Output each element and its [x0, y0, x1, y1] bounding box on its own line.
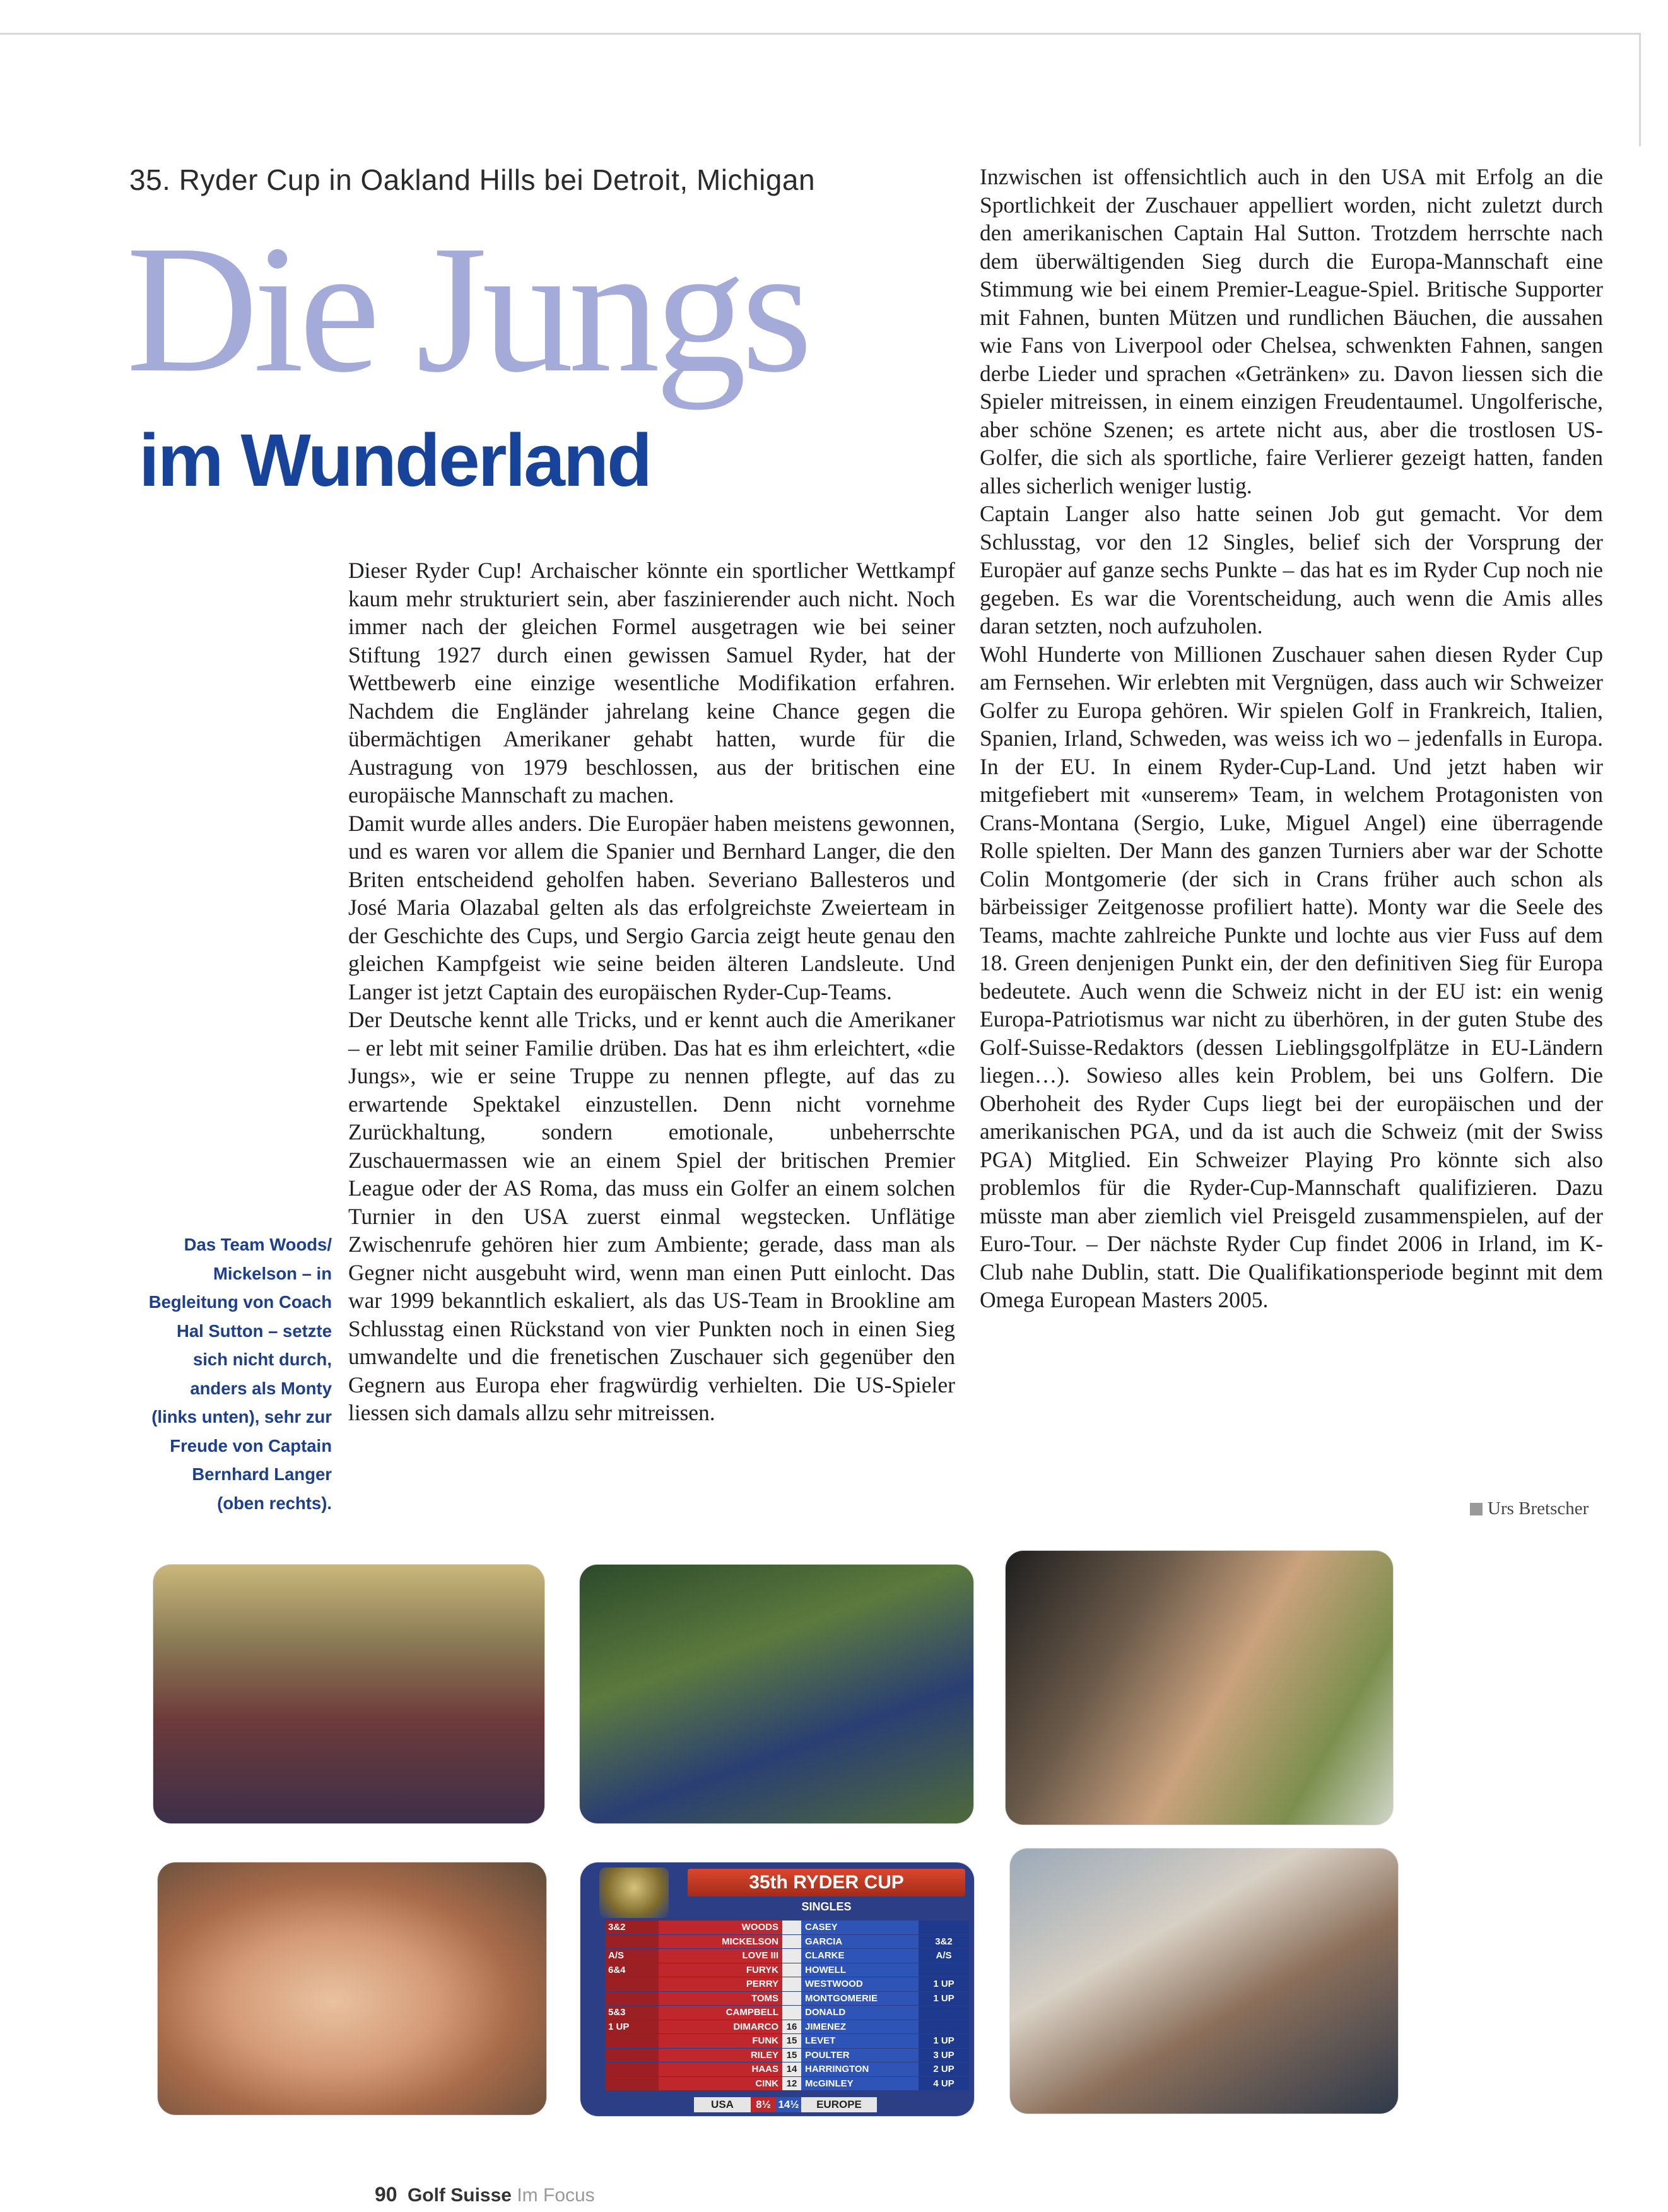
scoreboard-us-player: TOMS — [659, 1992, 782, 2006]
scoreboard-row — [606, 1963, 972, 1977]
scoreboard-us-player: MICKELSON — [659, 1935, 782, 1949]
page-edge — [0, 33, 1640, 35]
scoreboard-hole — [782, 1992, 801, 2006]
scoreboard-us-score — [606, 1977, 659, 1991]
scoreboard-hole: 16 — [782, 2020, 801, 2034]
paragraph: Captain Langer also hatte seinen Job gut gemacht. Vor dem Schlusstag, vor den 12 Singles, belief sich der Vorsprung der Europäer auf ganze sechs Punkte – das hat es im Ryder Cup noch nie gegeben. Es war die Vorentscheidung, auch wenn die Amis alles daran setzten, noch aufzuholen. — [980, 501, 1603, 638]
scoreboard-us-score — [606, 1935, 659, 1949]
scoreboard-eu-score: 3 UP — [919, 2049, 969, 2062]
scoreboard-title: 35th RYDER CUP — [688, 1869, 965, 1897]
body-column-left — [348, 556, 955, 1427]
scoreboard-us-player: WOODS — [659, 1921, 782, 1934]
scoreboard-row — [606, 1921, 972, 1934]
scoreboard-us-score — [606, 1992, 659, 2006]
scoreboard-eu-player: POULTER — [801, 2049, 919, 2062]
scoreboard-row — [606, 2049, 972, 2062]
scoreboard-eu-player: CASEY — [801, 1921, 919, 1934]
scoreboard-total — [694, 2097, 902, 2112]
scoreboard-us-player: RILEY — [659, 2049, 782, 2062]
scoreboard-us-score: 3&2 — [606, 1921, 659, 1934]
photo-scoreboard — [580, 1862, 974, 2116]
scoreboard-eu-player: MONTGOMERIE — [801, 1992, 919, 2006]
scoreboard-eu-player: JIMENEZ — [801, 2020, 919, 2034]
scoreboard-us-score: 1 UP — [606, 2020, 659, 2034]
scoreboard-us-player: FURYK — [659, 1963, 782, 1977]
ryder-cup-trophy-icon — [599, 1868, 669, 1918]
scoreboard-hole — [782, 1949, 801, 1963]
total-eu-points: 14½ — [776, 2097, 801, 2112]
scoreboard-row — [606, 2062, 972, 2076]
page-number: 90 — [375, 2183, 397, 2206]
scoreboard-eu-score: 1 UP — [919, 1992, 969, 2006]
scoreboard-eu-player: McGINLEY — [801, 2077, 919, 2091]
scoreboard-us-score — [606, 2077, 659, 2091]
scoreboard-us-player: FUNK — [659, 2034, 782, 2048]
scoreboard-eu-player: HOWELL — [801, 1963, 919, 1977]
scoreboard-us-score — [606, 2049, 659, 2062]
scoreboard-hole: 12 — [782, 2077, 801, 2091]
scoreboard-subtitle: SINGLES — [801, 1900, 852, 1913]
scoreboard-eu-score: 1 UP — [919, 1977, 969, 1991]
scoreboard-eu-player: HARRINGTON — [801, 2062, 919, 2076]
scoreboard-eu-score — [919, 2006, 969, 2020]
scoreboard-eu-player: GARCIA — [801, 1935, 919, 1949]
scoreboard-eu-score: 4 UP — [919, 2077, 969, 2091]
paragraph: Der Deutsche kennt alle Tricks, und er kennt auch die Amerikaner – er lebt mit seiner Familie drüben. Das hat es ihm erleichtert, «die Jungs», wie er seine Truppe zu nennen pflegte, auf das zu erwartende Spektakel einzustellen. Denn nicht vornehme Zurückhaltung, sondern emotionale, unbeherrschte Zuschauermassen wie an einem Spiel der britischen Premier League oder der AS Roma, das muss ein Golfer an einem solchen Turnier in den USA zuerst einmal wegstecken. Unflätige Zwischenrufe gehören hier zum Ambiente; gerade, dass man als Gegner nicht ausgebuht wird, wenn man einen Putt einlocht. Das war 1999 bekanntlich eskaliert, als das US-Team in Brookline am Schlusstag einen Rückstand von vier Punkten noch in einen Sieg umwandelte und die frenetischen Zuschauer sich gegenüber den Gegnern aus Europa eher fragwürdig verhielten. Die US-Spieler liessen sich damals allzu sehr mitreissen. — [348, 1007, 955, 1425]
total-us-points: 8½ — [751, 2097, 776, 2112]
scoreboard-eu-player: LEVET — [801, 2034, 919, 2048]
scoreboard-us-score: 5&3 — [606, 2006, 659, 2020]
scoreboard-hole — [782, 1921, 801, 1934]
scoreboard-hole — [782, 2006, 801, 2020]
scoreboard-us-player: LOVE III — [659, 1949, 782, 1963]
scoreboard-row — [606, 1992, 972, 2006]
scoreboard-hole: 15 — [782, 2034, 801, 2048]
headline-sub: im Wunderland — [139, 419, 651, 502]
magazine-name: Golf Suisse — [407, 2185, 512, 2206]
scoreboard-us-player: CAMPBELL — [659, 2006, 782, 2020]
page-edge-right — [1639, 33, 1641, 146]
scoreboard-us-score — [606, 2034, 659, 2048]
page-footer — [375, 2183, 753, 2206]
author-name: Urs Bretscher — [1488, 1498, 1589, 1519]
scoreboard-us-player: CINK — [659, 2077, 782, 2091]
scoreboard-eu-player: DONALD — [801, 2006, 919, 2020]
scoreboard-us-player: DIMARCO — [659, 2020, 782, 2034]
body-column-right — [980, 163, 1603, 1314]
square-bullet-icon — [1470, 1503, 1483, 1515]
scoreboard-hole: 15 — [782, 2049, 801, 2062]
scoreboard-row — [606, 2077, 972, 2091]
scoreboard-row — [606, 2034, 972, 2048]
scoreboard-eu-score: A/S — [919, 1949, 969, 1963]
scoreboard-row — [606, 1949, 972, 1963]
scoreboard-rows — [606, 1921, 972, 2091]
scoreboard-hole — [782, 1977, 801, 1991]
scoreboard-us-score — [606, 2062, 659, 2076]
scoreboard-hole — [782, 1963, 801, 1977]
scoreboard-row — [606, 1977, 972, 1991]
author-byline — [1470, 1498, 1609, 1519]
scoreboard-row — [606, 2006, 972, 2020]
scoreboard-us-player: HAAS — [659, 2062, 782, 2076]
total-us-label: USA — [694, 2097, 751, 2112]
scoreboard-eu-score — [919, 1921, 969, 1934]
photo-woods-mickelson — [580, 1565, 973, 1823]
photo-european-players — [1010, 1849, 1398, 2114]
photo-montgomerie — [158, 1862, 546, 2115]
scoreboard-eu-score: 2 UP — [919, 2062, 969, 2076]
photo-fans-celebrating — [153, 1565, 544, 1823]
photo-langer — [1006, 1551, 1393, 1825]
paragraph: Wohl Hunderte von Millionen Zuschauer sahen diesen Ryder Cup am Fernsehen. Wir erlebten mit Vergnügen, dass auch wir Schweizer Golfer zu Europa gehören. Wir spielen Golf in Frankreich, Italien, Spanien, Irland, Schweden, was weiss ich wo – jedenfalls in Europa. In der EU. In einem Ryder-Cup-Land. Und jetzt haben wir mitgefiebert mit «unserem» Team, in welchem Protagonisten von Crans-Montana (Sergio, Luke, Miguel Angel) eine überragende Rolle spielten. Der Mann des ganzen Turniers aber war der Schotte Colin Montgomerie (der sich in Crans früher auch schon als bärbeissiger Zeitgenosse profiliert hatte). Monty war die Seele des Teams, machte zahlreiche Punkte und lochte aus vier Fuss auf dem 18. Green denjenigen Punkt ein, der den definitiven Sieg für Europa bedeutete. Auch wenn die Schweiz nicht in der EU ist: ein wenig Europa-Patriotismus war nicht zu überhören, in der guten Stube des Golf-Suisse-Redaktors (dessen Lieblingsgolfplätze in EU-Ländern liegen…). Sowieso alles kein Problem, bei uns Golfern. Die Oberhoheit des Ryder Cups liegt bei der europäischen und der amerikanischen PGA, und da ist auch die Schweiz (mit der Swiss PGA) Mitglied. Ein Schweizer Playing Pro könnte sich also problemlos für die Ryder-Cup-Mannschaft qualifizieren. Dazu müsste man aber ziemlich viel Preisgeld zusammenspielen, auf der Euro-Tour. – Der nächste Ryder Cup findet 2006 in Irland, im K-Club nahe Dublin, statt. Die Qualifikationsperiode beginnt mit dem Omega European Masters 2005. — [980, 641, 1603, 1312]
scoreboard-eu-player: WESTWOOD — [801, 1977, 919, 1991]
kicker: 35. Ryder Cup in Oakland Hills bei Detroit, Michigan — [129, 163, 816, 196]
scoreboard-row — [606, 1935, 972, 1949]
headline: Die Jungs — [126, 208, 808, 410]
paragraph: Dieser Ryder Cup! Archaischer könnte ein sportlicher Wettkampf kaum mehr strukturiert sein, aber faszinierender auch nicht. Noch immer nach der gleichen Formel ausgetragen wie bei seiner Stiftung 1927 durch einen gewissen Samuel Ryder, hat der Wettbewerb eine einzige wesentliche Modifikation erfahren. Nachdem die Engländer jahrelang keine Chance gegen die übermächtigen Amerikaner gehabt hatten, wurde für die Austragung von 1979 beschlossen, aus der britischen eine europäische Mannschaft zu machen. — [348, 558, 955, 808]
scoreboard-us-player: PERRY — [659, 1977, 782, 1991]
photo-caption: Das Team Woods/ Mickelson – in Begleitung von Coach Hal Sutton – setzte sich nicht durch, anders als Monty (links unten), sehr zur Freude von Captain Bernhard Langer (oben rechts). — [148, 1235, 332, 1513]
paragraph: Damit wurde alles anders. Die Europäer haben meistens gewonnen, und es waren vor allem die Spanier und Bernhard Langer, die den Briten entscheidend geholfen haben. Severiano Ballesteros und José Maria Olazabal gelten als das erfolgreichste Zweierteam in der Geschichte des Cups, und Sergio Garcia zeigt heute genau den gleichen Kampfgeist wie seine beiden älteren Landsleute. Und Langer ist jetzt Captain des europäischen Ryder-Cup-Teams. — [348, 810, 955, 1004]
scoreboard-us-score: A/S — [606, 1949, 659, 1963]
scoreboard-eu-score — [919, 1963, 969, 1977]
scoreboard-eu-player: CLARKE — [801, 1949, 919, 1963]
scoreboard-us-score: 6&4 — [606, 1963, 659, 1977]
paragraph: Inzwischen ist offensichtlich auch in den USA mit Erfolg an die Sportlichkeit der Zuschauer appelliert worden, nicht zuletzt durch den amerikanischen Captain Hal Sutton. Trotzdem herrschte nach dem überwältigenden Sieg durch die Europa-Mannschaft eine Stimmung wie bei einem Premier-League-Spiel. Britische Supporter mit Fahnen, bunten Mützen und rundlichen Bäuchen, die aussahen wie Fans von Liverpool oder Chelsea, schwenkten Fahnen, sangen derbe Lieder und sprachen «Getränken» zu. Davon liessen sich die Spieler mitreissen, in einem einzigen Freudentaumel. Ungolferische, aber schöne Szenen; es artete nicht aus, aber die trostlosen US-Golfer, die sich als sportliche, faire Verlierer gezeigt hatten, fanden alles sicherlich weniger lustig. — [980, 164, 1603, 498]
total-eu-label: EUROPE — [801, 2097, 877, 2112]
scoreboard-hole: 14 — [782, 2062, 801, 2076]
scoreboard-row — [606, 2020, 972, 2034]
scoreboard-eu-score: 1 UP — [919, 2034, 969, 2048]
scoreboard-eu-score: 3&2 — [919, 1935, 969, 1949]
scoreboard-hole — [782, 1935, 801, 1949]
section-name: Im Focus — [517, 2185, 595, 2206]
scoreboard-eu-score — [919, 2020, 969, 2034]
